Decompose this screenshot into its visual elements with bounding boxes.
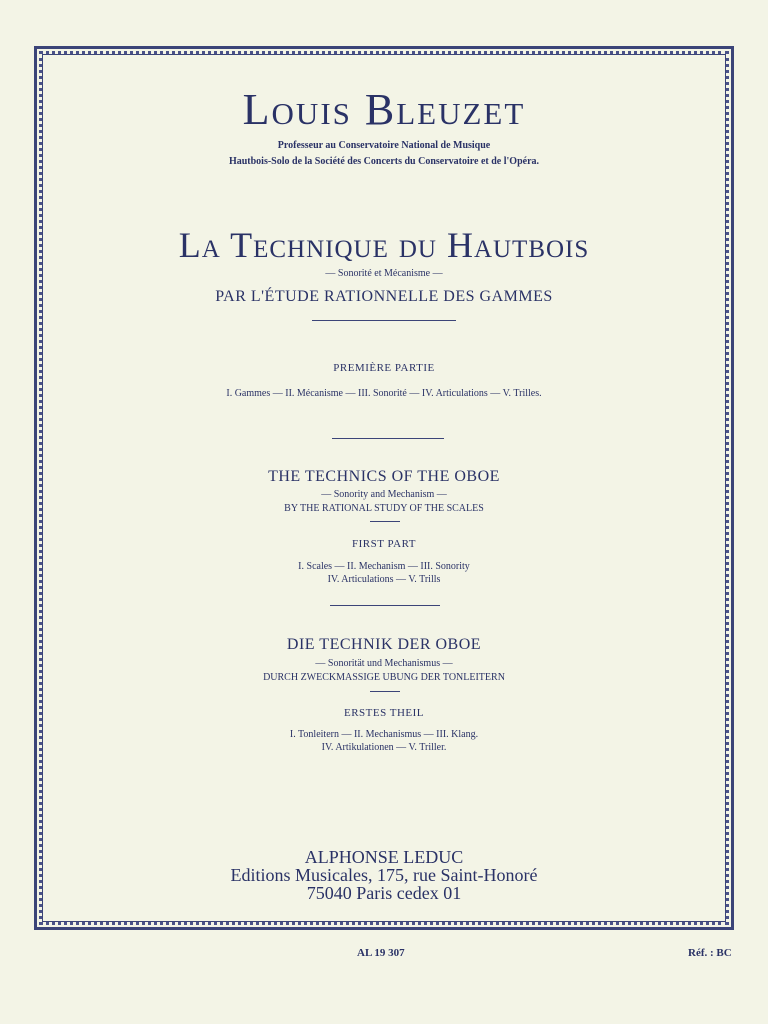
german-title: DIE TECHNIK DER OBOE	[286, 636, 482, 653]
english-subtitle: — Sonority and Mechanism —	[321, 489, 447, 500]
divider	[330, 605, 440, 606]
reference-code: Réf. : BC	[688, 947, 732, 959]
divider	[332, 438, 444, 439]
german-part: ERSTES THEIL	[343, 707, 425, 719]
english-line: BY THE RATIONAL STUDY OF THE SCALES	[284, 503, 484, 514]
english-part: FIRST PART	[352, 538, 416, 550]
publisher-address-2: 75040 Paris cedex 01	[306, 883, 462, 903]
english-contents-2: IV. Articulations — V. Trills	[327, 574, 441, 585]
english-contents-1: I. Scales — II. Mechanism — III. Sonority	[298, 561, 470, 572]
publisher-name: ALPHONSE LEDUC	[304, 847, 464, 867]
german-line: DURCH ZWECKMASSIGE UBUNG DER TONLEITERN	[263, 672, 505, 683]
french-title: La Technique du Hautbois	[178, 225, 590, 265]
german-contents-2: IV. Artikulationen — V. Triller.	[321, 742, 447, 753]
french-part: PREMIÈRE PARTIE	[333, 362, 435, 374]
decorative-border	[34, 46, 734, 930]
english-title: THE TECHNICS OF THE OBOE	[268, 468, 500, 485]
french-line: PAR L'ÉTUDE RATIONNELLE DES GAMMES	[215, 288, 553, 305]
german-contents-1: I. Tonleitern — II. Mechanismus — III. Klang.	[289, 729, 479, 740]
publisher-address-1: Editions Musicales, 175, rue Saint-Honoré	[230, 865, 538, 885]
divider	[370, 521, 400, 522]
divider	[370, 691, 400, 692]
author-title-1: Professeur au Conservatoire National de Musique	[277, 140, 491, 151]
french-subtitle: — Sonorité et Mécanisme —	[325, 268, 443, 279]
catalog-number: AL 19 307	[357, 947, 405, 959]
french-contents: I. Gammes — II. Mécanisme — III. Sonorité — IV. Articulations — V. Trilles.	[226, 388, 542, 399]
divider	[312, 320, 456, 321]
author-title-2: Hautbois-Solo de la Société des Concerts du Conservatoire et de l'Opéra.	[228, 156, 540, 167]
publisher-block	[0, 848, 768, 902]
author-name: Louis Bleuzet	[242, 85, 526, 134]
german-subtitle: — Sonorität und Mechanismus —	[315, 658, 453, 669]
